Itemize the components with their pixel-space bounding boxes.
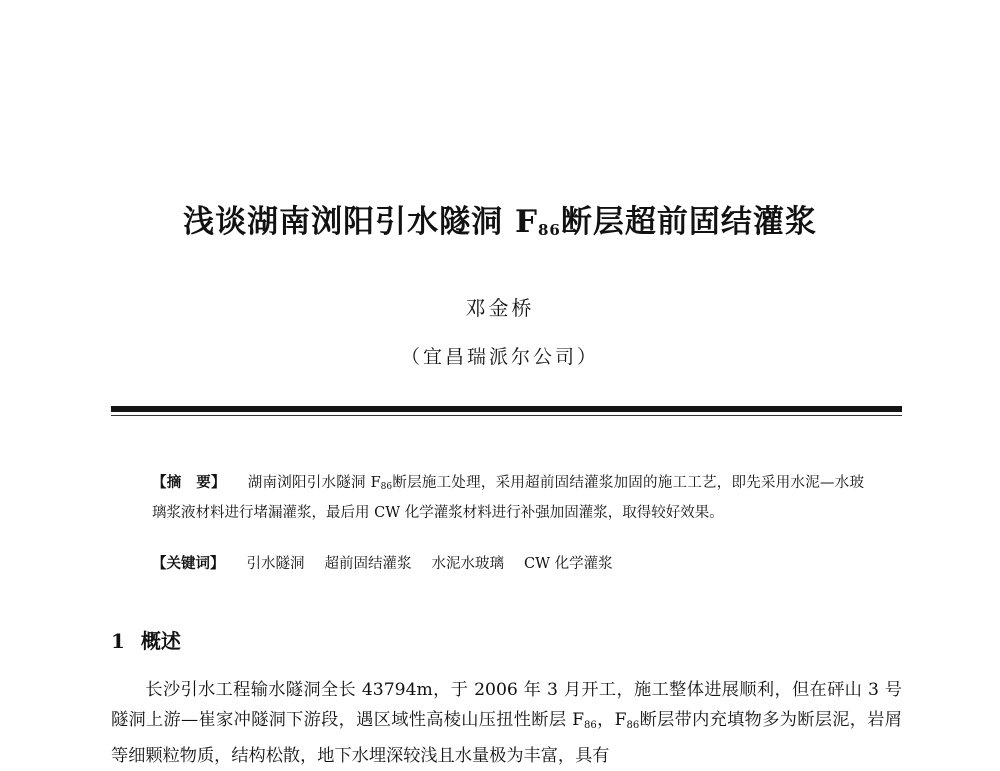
author-affiliation: （宜昌瑞派尔公司） [400,346,599,368]
keywords [152,551,864,577]
author-name: 邓金桥 [465,296,535,320]
keyword-item: CW 化学灌浆 [524,556,613,572]
header-divider-thin [111,415,902,416]
keyword-item: 超前固结灌浆 [324,556,412,572]
header-divider-thick [111,406,902,412]
abstract: 【摘 要】 湖南浏阳引水隧洞 $F_{86}$断层施工处理，采用超前固结灌浆加固的施工工艺，即先采用水泥—水玻璃浆液材料进行堵漏灌浆，最后用 CW 化学灌浆材料进行补强加固灌浆，取得较好效果。 [152,474,865,521]
abstract-label: 【摘 要】 [152,474,226,491]
keyword-item: 引水隧洞 [246,556,305,572]
section-title: 概述 [140,629,181,653]
section-number: 1 [111,629,125,653]
body-paragraph: 长沙引水工程输水隧洞全长 43794m，于 2006 年 3 月开工，施工整体进展顺利，但在砰山 3 号隧洞上游—崔家冲隧洞下游段，遇区域性高棱山压扭性断层 $F_{86}$，$F_{86}$断层带内充填物多为断层泥，岩屑等细颗粒物质，结构松散，地下水埋深较浅且水量极为丰富，具有 [111,680,902,766]
keywords-label: 【关键词】 [152,555,225,572]
paper-title: 浅谈湖南浏阳引水隧洞 $F_{86}$断层超前固结灌浆 [183,204,817,240]
section-heading [111,625,181,654]
keyword-item: 水泥水玻璃 [431,556,504,572]
